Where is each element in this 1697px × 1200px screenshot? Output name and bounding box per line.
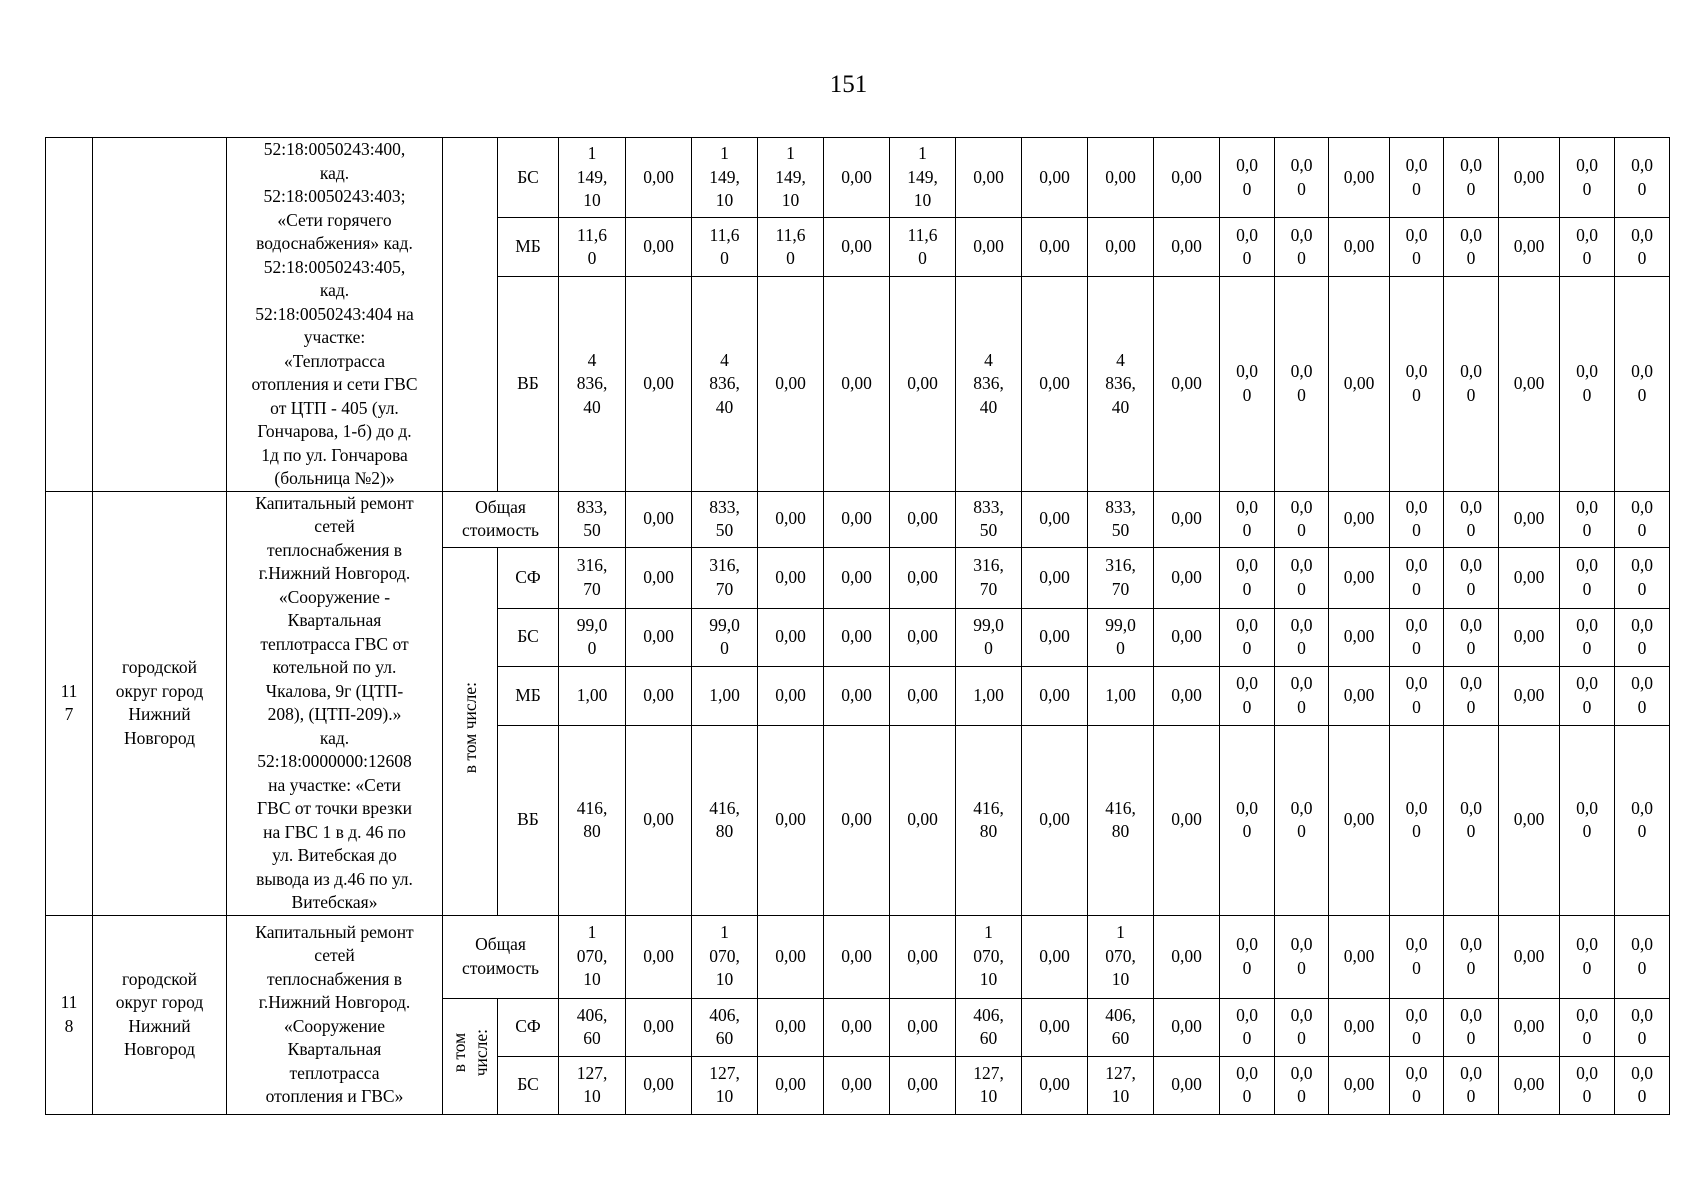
value-cell: 0,00 [1499,725,1560,915]
value-cell: 833, 50 [956,491,1022,547]
value-cell: 316, 70 [1088,547,1154,608]
value-cell: 0,00 [626,725,692,915]
value-cell: 99,0 0 [692,608,758,666]
territory-cell [93,138,227,492]
value-cell: 0,00 [1022,277,1088,491]
value-cell: 0,00 [1499,218,1560,277]
value-cell: 1 070, 10 [692,915,758,998]
value-cell: 416, 80 [559,725,626,915]
page-number: 151 [829,71,868,98]
value-cell: 0,00 [1329,218,1390,277]
value-cell: 0,00 [1329,491,1390,547]
row-number-cell [46,138,93,492]
value-cell: 0,0 0 [1560,1056,1615,1114]
value-cell: 0,00 [1154,1056,1220,1114]
value-cell: 0,0 0 [1390,277,1444,491]
value-cell: 0,00 [1022,138,1088,218]
in-number-label-cell [443,998,498,1114]
value-cell: 0,00 [1329,547,1390,608]
value-cell: 0,00 [1329,277,1390,491]
value-cell: 0,0 0 [1444,277,1499,491]
in-number-label-cell [443,547,498,915]
value-cell: 0,00 [758,491,824,547]
value-cell: 0,00 [626,277,692,491]
value-cell: 0,0 0 [1275,218,1329,277]
value-cell: 0,00 [626,218,692,277]
value-cell: 0,0 0 [1275,277,1329,491]
value-cell: 0,0 0 [1560,218,1615,277]
value-cell: 0,00 [824,491,890,547]
value-cell: 0,00 [758,915,824,998]
value-cell: 0,0 0 [1220,998,1275,1056]
value-cell: 0,0 0 [1615,915,1670,998]
value-cell: 4 836, 40 [1088,277,1154,491]
territory-cell: городской округ город Нижний Новгород [93,491,227,915]
source-cell: БС [498,1056,559,1114]
value-cell: 1,00 [692,666,758,725]
value-cell: 0,00 [1022,666,1088,725]
value-cell: 0,00 [824,547,890,608]
value-cell: 406, 60 [559,998,626,1056]
value-cell: 0,0 0 [1390,491,1444,547]
value-cell: 0,0 0 [1444,218,1499,277]
value-cell: 0,00 [824,138,890,218]
value-cell: 0,0 0 [1220,666,1275,725]
value-cell: 0,00 [1022,491,1088,547]
value-cell: 833, 50 [559,491,626,547]
value-cell: 0,0 0 [1444,491,1499,547]
value-cell: 0,0 0 [1444,138,1499,218]
value-cell: 0,0 0 [1390,998,1444,1056]
value-cell: 0,00 [890,666,956,725]
value-cell: 11,6 0 [758,218,824,277]
value-cell: 0,00 [1154,725,1220,915]
value-cell: 1 149, 10 [758,138,824,218]
value-cell: 1 070, 10 [1088,915,1154,998]
value-cell: 0,00 [1154,277,1220,491]
value-cell: 0,0 0 [1220,725,1275,915]
value-cell: 0,00 [1329,998,1390,1056]
value-cell: 406, 60 [1088,998,1154,1056]
value-cell: 0,0 0 [1444,1056,1499,1114]
row-number-cell: 11 8 [46,915,93,1114]
value-cell: 0,0 0 [1615,725,1670,915]
value-cell: 0,0 0 [1560,666,1615,725]
value-cell: 0,00 [1499,608,1560,666]
value-cell: 0,00 [890,1056,956,1114]
value-cell: 0,0 0 [1390,666,1444,725]
value-cell: 127, 10 [956,1056,1022,1114]
source-cell: БС [498,138,559,218]
value-cell: 0,00 [758,998,824,1056]
value-cell: 0,00 [758,547,824,608]
value-cell: 0,00 [824,725,890,915]
value-cell: 0,0 0 [1390,1056,1444,1114]
value-cell: 0,00 [824,608,890,666]
value-cell: 0,0 0 [1275,666,1329,725]
value-cell: 0,00 [626,666,692,725]
value-cell: 0,00 [626,915,692,998]
description-cell: 52:18:0050243:400, кад. 52:18:0050243:403; «Сети горячего водоснабжения» кад. 52:18:0050243:405, кад. 52:18:0050243:404 на участке: «Теплотрасса отопления и сети ГВС от ЦТП - 405 (ул. Гончарова, 1-б) до д. 1д по ул. Гончарова (больница №2)» [227,138,443,492]
table-row [46,915,1670,998]
value-cell: 0,00 [1499,138,1560,218]
value-cell: 99,0 0 [559,608,626,666]
in-number-label: в том числе: [460,682,480,774]
value-cell: 0,00 [1499,547,1560,608]
source-cell: СФ [498,547,559,608]
value-cell: 0,0 0 [1275,608,1329,666]
value-cell: 0,0 0 [1615,547,1670,608]
value-cell: 416, 80 [692,725,758,915]
value-cell: 0,00 [1154,491,1220,547]
value-cell: 0,0 0 [1390,218,1444,277]
value-cell: 0,00 [758,666,824,725]
value-cell: 0,00 [1154,915,1220,998]
value-cell: 0,0 0 [1275,725,1329,915]
value-cell: 0,00 [824,218,890,277]
description-cell: Капитальный ремонт сетей теплоснабжения в г.Нижний Новгород. «Сооружение Квартальная теплотрасса отопления и ГВС» [227,915,443,1114]
value-cell: 0,0 0 [1615,218,1670,277]
value-cell: 0,0 0 [1560,998,1615,1056]
value-cell: 0,00 [890,491,956,547]
value-cell: 0,00 [1022,547,1088,608]
table-row [46,491,1670,547]
value-cell: 0,00 [1154,547,1220,608]
value-cell: 0,0 0 [1275,1056,1329,1114]
source-cell: МБ [498,218,559,277]
value-cell: 0,0 0 [1444,608,1499,666]
value-cell: 0,0 0 [1615,1056,1670,1114]
value-cell: 0,0 0 [1615,277,1670,491]
value-cell: 0,00 [626,608,692,666]
value-cell: 0,0 0 [1560,547,1615,608]
value-cell: 0,00 [1022,1056,1088,1114]
value-cell: 0,00 [1329,1056,1390,1114]
value-cell: 99,0 0 [956,608,1022,666]
table-row [46,138,1670,218]
value-cell: 406, 60 [956,998,1022,1056]
value-cell: 0,00 [626,998,692,1056]
value-cell: 0,00 [1022,218,1088,277]
financing-table [45,137,1670,1115]
value-cell: 0,00 [758,277,824,491]
value-cell: 0,0 0 [1615,138,1670,218]
value-cell: 0,0 0 [1615,608,1670,666]
value-cell: 0,0 0 [1560,138,1615,218]
value-cell: 0,00 [1329,666,1390,725]
value-cell: 0,0 0 [1275,547,1329,608]
value-cell: 11,6 0 [692,218,758,277]
source-cell: ВБ [498,277,559,491]
value-cell: 0,0 0 [1220,608,1275,666]
value-cell: 0,00 [1329,915,1390,998]
value-cell: 0,0 0 [1444,725,1499,915]
in-number-label: в том числе: [449,1029,491,1077]
value-cell: 0,00 [1022,998,1088,1056]
value-cell: 11,6 0 [559,218,626,277]
value-cell: 0,0 0 [1220,915,1275,998]
value-cell: 0,0 0 [1560,725,1615,915]
value-cell: 1 070, 10 [956,915,1022,998]
value-cell: 1 149, 10 [692,138,758,218]
value-cell: 127, 10 [559,1056,626,1114]
value-cell: 0,00 [890,915,956,998]
value-cell: 0,00 [890,998,956,1056]
value-cell: 0,00 [1154,138,1220,218]
value-cell: 0,00 [956,218,1022,277]
value-cell: 0,00 [1154,666,1220,725]
value-cell: 0,0 0 [1220,1056,1275,1114]
value-cell: 0,0 0 [1220,491,1275,547]
value-cell: 0,0 0 [1444,915,1499,998]
value-cell: 4 836, 40 [692,277,758,491]
value-cell: 0,0 0 [1390,725,1444,915]
value-cell: 4 836, 40 [559,277,626,491]
source-cell: БС [498,608,559,666]
value-cell: 0,00 [890,608,956,666]
value-cell: 1 070, 10 [559,915,626,998]
value-cell: 833, 50 [1088,491,1154,547]
value-cell: 316, 70 [559,547,626,608]
value-cell: 127, 10 [1088,1056,1154,1114]
value-cell: 0,0 0 [1220,138,1275,218]
value-cell: 0,00 [890,725,956,915]
value-cell: 0,00 [626,1056,692,1114]
source-cell: СФ [498,998,559,1056]
value-cell: 0,00 [1154,218,1220,277]
value-cell: 0,00 [824,1056,890,1114]
value-cell: 0,00 [824,915,890,998]
value-cell: 0,00 [1499,491,1560,547]
value-cell: 0,0 0 [1275,491,1329,547]
value-cell: 0,00 [1154,608,1220,666]
value-cell: 4 836, 40 [956,277,1022,491]
value-cell: 0,0 0 [1275,915,1329,998]
value-cell: 0,00 [758,608,824,666]
value-cell: 0,00 [1499,1056,1560,1114]
value-cell: 0,0 0 [1560,277,1615,491]
value-cell: 1 149, 10 [890,138,956,218]
value-cell: 1,00 [1088,666,1154,725]
value-cell: 0,0 0 [1560,491,1615,547]
value-cell: 0,00 [626,547,692,608]
value-cell: 406, 60 [692,998,758,1056]
in-number-label-cell [443,138,498,492]
source-cell: ВБ [498,725,559,915]
total-label-cell: Общая стоимость [443,915,559,998]
value-cell: 1,00 [559,666,626,725]
value-cell: 99,0 0 [1088,608,1154,666]
value-cell: 0,0 0 [1615,491,1670,547]
value-cell: 0,00 [890,547,956,608]
value-cell: 0,00 [1088,138,1154,218]
value-cell: 0,00 [626,491,692,547]
value-cell: 0,0 0 [1275,998,1329,1056]
territory-cell: городской округ город Нижний Новгород [93,915,227,1114]
value-cell: 0,00 [824,277,890,491]
value-cell: 316, 70 [956,547,1022,608]
value-cell: 0,00 [1499,915,1560,998]
value-cell: 0,00 [956,138,1022,218]
value-cell: 833, 50 [692,491,758,547]
value-cell: 0,00 [1499,277,1560,491]
value-cell: 316, 70 [692,547,758,608]
value-cell: 416, 80 [956,725,1022,915]
value-cell: 0,00 [824,998,890,1056]
value-cell: 0,0 0 [1275,138,1329,218]
value-cell: 0,00 [1499,666,1560,725]
value-cell: 0,00 [758,725,824,915]
value-cell: 0,0 0 [1220,277,1275,491]
value-cell: 1,00 [956,666,1022,725]
value-cell: 0,00 [626,138,692,218]
value-cell: 0,0 0 [1560,915,1615,998]
value-cell: 0,00 [758,1056,824,1114]
value-cell: 0,0 0 [1444,547,1499,608]
value-cell: 0,0 0 [1220,218,1275,277]
value-cell: 0,00 [1329,138,1390,218]
value-cell: 0,0 0 [1390,138,1444,218]
value-cell: 0,0 0 [1560,608,1615,666]
value-cell: 0,0 0 [1444,998,1499,1056]
row-number-cell: 11 7 [46,491,93,915]
value-cell: 127, 10 [692,1056,758,1114]
value-cell: 0,00 [1329,725,1390,915]
value-cell: 0,0 0 [1444,666,1499,725]
value-cell: 0,00 [1088,218,1154,277]
value-cell: 0,00 [1499,998,1560,1056]
value-cell: 0,00 [824,666,890,725]
value-cell: 0,0 0 [1390,915,1444,998]
value-cell: 0,0 0 [1220,547,1275,608]
value-cell: 0,00 [1022,915,1088,998]
source-cell: МБ [498,666,559,725]
value-cell: 0,00 [1022,608,1088,666]
value-cell: 11,6 0 [890,218,956,277]
value-cell: 0,00 [1022,725,1088,915]
value-cell: 0,0 0 [1615,998,1670,1056]
description-cell: Капитальный ремонт сетей теплоснабжения в г.Нижний Новгород. «Сооружение - Квартальная теплотрасса ГВС от котельной по ул. Чкалова, 9г (ЦТП- 208), (ЦТП-209).» кад. 52:18:0000000:12608 на участке: «Сети ГВС от точки врезки на ГВС 1 в д. 46 по ул. Витебская до вывода из д.46 по ул. Витебская» [227,491,443,915]
value-cell: 0,00 [890,277,956,491]
value-cell: 0,00 [1154,998,1220,1056]
value-cell: 0,0 0 [1390,608,1444,666]
value-cell: 1 149, 10 [559,138,626,218]
total-label-cell: Общая стоимость [443,491,559,547]
value-cell: 0,0 0 [1615,666,1670,725]
value-cell: 416, 80 [1088,725,1154,915]
value-cell: 0,00 [1329,608,1390,666]
value-cell: 0,0 0 [1390,547,1444,608]
